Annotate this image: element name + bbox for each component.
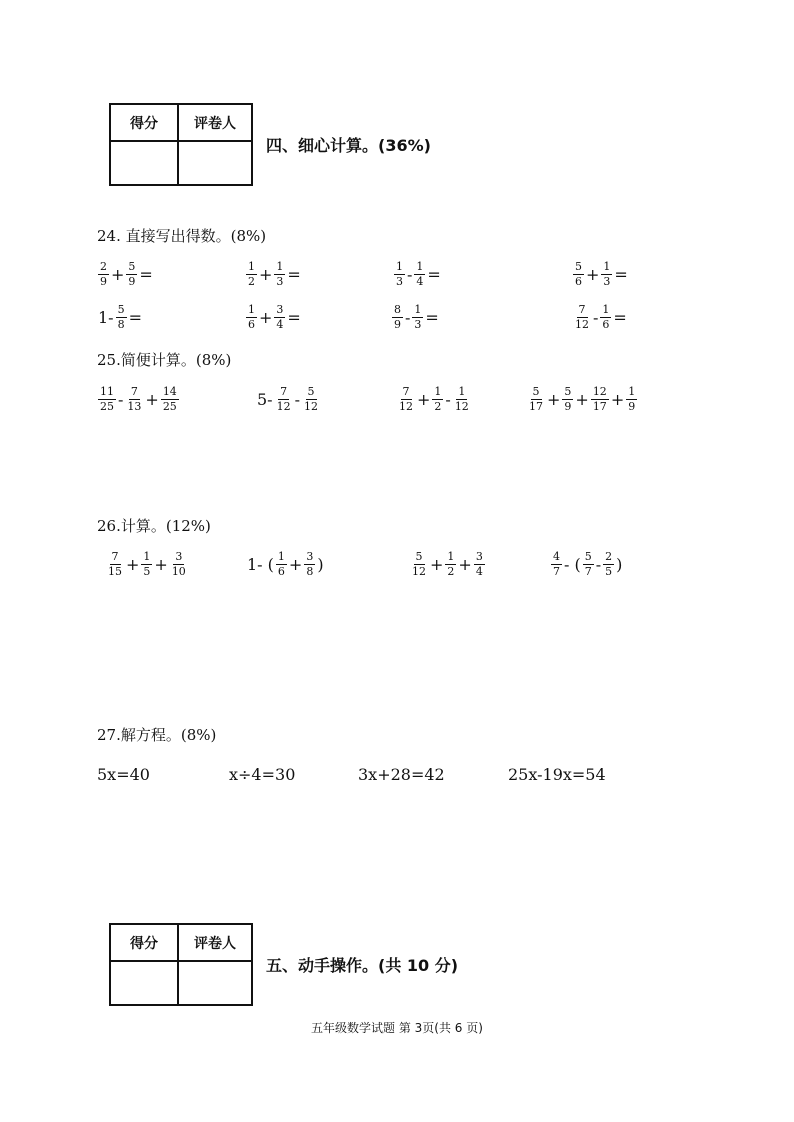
- operator: =: [427, 264, 441, 284]
- q24-expression: [572, 261, 629, 287]
- score-table-section5: [109, 923, 253, 1006]
- numerator: 12: [592, 385, 607, 398]
- operator: +: [610, 389, 625, 409]
- fraction: [274, 304, 285, 330]
- denominator: 12: [454, 399, 469, 413]
- fraction: [98, 261, 109, 287]
- fraction: [583, 551, 594, 577]
- operator: +: [288, 554, 303, 574]
- numerator: 5: [564, 385, 572, 398]
- numerator: 7: [280, 385, 288, 398]
- denominator: 9: [394, 317, 401, 331]
- q25-title: 25.简便计算。(8%): [97, 351, 232, 369]
- numerator: 1: [602, 303, 610, 316]
- denominator: 12: [304, 399, 318, 413]
- operator: -: [593, 307, 599, 327]
- fraction: [302, 386, 320, 412]
- score-header: 得分: [110, 924, 178, 961]
- operator: +: [417, 389, 431, 409]
- denominator: 3: [276, 274, 284, 288]
- numerator: 14: [162, 385, 177, 398]
- operator: -: [407, 264, 413, 284]
- fraction: [591, 386, 609, 412]
- q26-title: 26.计算。(12%): [97, 517, 211, 535]
- fraction: [246, 304, 257, 330]
- q24-title: 24. 直接写出得数。(8%): [97, 227, 267, 245]
- operator: =: [287, 307, 301, 327]
- numerator: 1: [603, 260, 611, 273]
- q24-expression: [572, 304, 628, 330]
- fraction: [141, 551, 152, 577]
- operator: +: [126, 554, 140, 574]
- denominator: 5: [143, 564, 151, 578]
- denominator: 3: [603, 274, 611, 288]
- operator: -: [445, 389, 451, 409]
- denominator: 13: [127, 399, 142, 413]
- denominator: 3: [414, 317, 422, 331]
- denominator: 6: [248, 317, 255, 331]
- q24-expression: [97, 304, 143, 330]
- q27-equation: x÷4=30: [229, 765, 296, 784]
- q24-expression: [245, 261, 302, 287]
- fraction: [453, 386, 471, 412]
- operator: +: [259, 307, 273, 327]
- denominator: 8: [306, 564, 314, 578]
- denominator: 5: [605, 564, 613, 578]
- denominator: 12: [276, 399, 291, 413]
- operator: 1-: [98, 307, 114, 327]
- operator: ): [616, 554, 623, 574]
- operator: +: [547, 389, 561, 409]
- fraction: [274, 261, 285, 287]
- denominator: 17: [592, 399, 607, 413]
- fraction: [527, 386, 545, 412]
- numerator: 1: [248, 303, 255, 316]
- q26-expression: [550, 551, 623, 577]
- numerator: 7: [402, 385, 410, 398]
- operator: =: [139, 264, 153, 284]
- fraction: [392, 304, 403, 330]
- numerator: 1: [396, 260, 403, 273]
- fraction: [626, 386, 637, 412]
- fraction: [412, 304, 423, 330]
- q24-expression: [393, 261, 442, 287]
- numerator: 5: [117, 303, 125, 316]
- fraction: [445, 551, 456, 577]
- numerator: 1: [276, 260, 284, 273]
- fraction: [125, 386, 143, 412]
- q25-expression: [256, 386, 321, 412]
- numerator: 1: [447, 550, 455, 563]
- numerator: 2: [605, 550, 613, 563]
- grader-cell[interactable]: [178, 141, 252, 185]
- fraction: [116, 304, 127, 330]
- fraction: [170, 551, 188, 577]
- operator: +: [111, 264, 125, 284]
- fraction: [126, 261, 137, 287]
- numerator: 5: [532, 385, 540, 398]
- fraction: [394, 261, 405, 287]
- numerator: 3: [306, 550, 314, 563]
- denominator: 10: [171, 564, 186, 578]
- numerator: 1: [277, 550, 285, 563]
- denominator: 9: [100, 274, 107, 288]
- fraction: [106, 551, 124, 577]
- q25-expression: [97, 386, 180, 412]
- numerator: 7: [111, 550, 119, 563]
- operator: ): [317, 554, 324, 574]
- numerator: 1: [434, 385, 442, 398]
- q27-equation: 5x=40: [97, 765, 150, 784]
- page-footer: 五年级数学试题 第 3页(共 6 页): [311, 1021, 483, 1035]
- denominator: 12: [412, 564, 426, 578]
- operator: +: [575, 389, 589, 409]
- fraction: [603, 551, 614, 577]
- score-table-section4: [109, 103, 253, 186]
- q24-expression: [245, 304, 302, 330]
- numerator: 1: [458, 385, 466, 398]
- fraction: [410, 551, 428, 577]
- q27-title: 27.解方程。(8%): [97, 726, 217, 744]
- score-cell[interactable]: [110, 961, 178, 1005]
- numerator: 2: [100, 260, 107, 273]
- numerator: 3: [175, 550, 183, 563]
- numerator: 3: [276, 303, 284, 316]
- fraction: [562, 386, 573, 412]
- operator: =: [425, 307, 439, 327]
- denominator: 4: [416, 274, 424, 288]
- fraction: [304, 551, 315, 577]
- score-header: 得分: [110, 104, 178, 141]
- section4-title: 四、细心计算。(36%): [266, 136, 431, 155]
- operator: +: [458, 554, 472, 574]
- operator: +: [259, 264, 273, 284]
- score-cell[interactable]: [110, 141, 178, 185]
- denominator: 6: [575, 274, 582, 288]
- denominator: 7: [584, 564, 592, 578]
- q24-expression: [97, 261, 154, 287]
- numerator: 5: [415, 550, 423, 563]
- operator: -: [118, 389, 124, 409]
- operator: +: [430, 554, 444, 574]
- fraction: [432, 386, 443, 412]
- operator: -: [405, 307, 411, 327]
- q25-expression: [526, 386, 638, 412]
- operator: 1- (: [247, 554, 274, 574]
- denominator: 25: [100, 399, 114, 413]
- fraction: [573, 261, 584, 287]
- denominator: 6: [277, 564, 285, 578]
- q27-equation: 25x-19x=54: [508, 765, 606, 784]
- numerator: 7: [130, 385, 138, 398]
- numerator: 4: [553, 550, 560, 563]
- operator: -: [595, 554, 602, 574]
- fraction: [161, 386, 179, 412]
- numerator: 1: [416, 260, 424, 273]
- grader-header: 评卷人: [178, 104, 252, 141]
- denominator: 2: [434, 399, 442, 413]
- grader-header: 评卷人: [178, 924, 252, 961]
- q26-expression: [246, 551, 325, 577]
- denominator: 12: [575, 317, 589, 331]
- q27-equation: 3x+28=42: [358, 765, 445, 784]
- numerator: 1: [628, 385, 636, 398]
- fraction: [551, 551, 562, 577]
- q25-expression: [396, 386, 472, 412]
- fraction: [397, 386, 415, 412]
- operator: =: [614, 264, 628, 284]
- fraction: [573, 304, 591, 330]
- fraction: [600, 304, 611, 330]
- denominator: 8: [117, 317, 125, 331]
- denominator: 15: [108, 564, 122, 578]
- operator: +: [145, 389, 159, 409]
- operator: 5-: [257, 389, 273, 409]
- q26-expression: [105, 551, 189, 577]
- numerator: 5: [307, 385, 315, 398]
- numerator: 1: [143, 550, 151, 563]
- numerator: 5: [584, 550, 592, 563]
- operator: =: [128, 307, 142, 327]
- fraction: [246, 261, 257, 287]
- fraction: [98, 386, 116, 412]
- denominator: 25: [162, 399, 177, 413]
- numerator: 5: [128, 260, 136, 273]
- denominator: 7: [553, 564, 560, 578]
- denominator: 9: [628, 399, 636, 413]
- fraction: [474, 551, 485, 577]
- q26-expression: [409, 551, 486, 577]
- fraction: [414, 261, 425, 287]
- section5-title: 五、动手操作。(共 10 分): [266, 956, 459, 975]
- operator: +: [586, 264, 600, 284]
- numerator: 1: [248, 260, 255, 273]
- operator: =: [613, 307, 627, 327]
- numerator: 1: [414, 303, 422, 316]
- numerator: 5: [575, 260, 582, 273]
- denominator: 2: [248, 274, 255, 288]
- denominator: 6: [602, 317, 610, 331]
- denominator: 12: [399, 399, 413, 413]
- denominator: 4: [475, 564, 483, 578]
- grader-cell[interactable]: [178, 961, 252, 1005]
- denominator: 9: [564, 399, 572, 413]
- numerator: 11: [100, 385, 114, 398]
- fraction: [275, 386, 293, 412]
- operator: - (: [564, 554, 581, 574]
- fraction: [601, 261, 612, 287]
- fraction: [276, 551, 287, 577]
- numerator: 8: [394, 303, 401, 316]
- q24-expression: [391, 304, 440, 330]
- operator: -: [294, 389, 300, 409]
- denominator: 17: [529, 399, 543, 413]
- numerator: 7: [578, 303, 586, 316]
- denominator: 2: [447, 564, 455, 578]
- operator: +: [154, 554, 168, 574]
- denominator: 3: [396, 274, 403, 288]
- denominator: 4: [276, 317, 284, 331]
- operator: =: [287, 264, 301, 284]
- numerator: 3: [475, 550, 483, 563]
- denominator: 9: [128, 274, 136, 288]
